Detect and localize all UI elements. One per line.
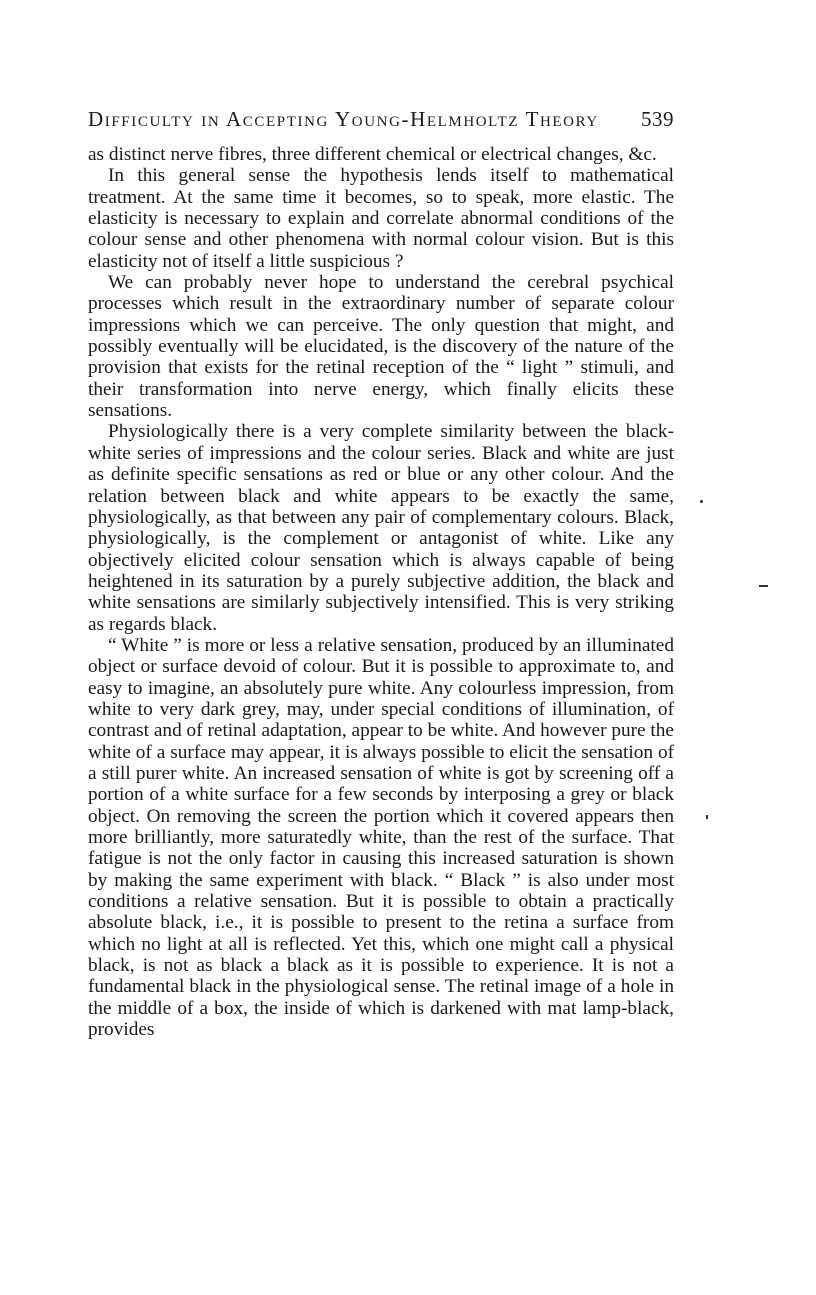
paragraph-4: Physiologically there is a very complete similarity between the black-white series of impressions and the colour series. Black and white are just as definite specific sensations as red or blue or any other colour. And the relation between black and white appears to be exactly the same, physiologically, as that between any pair of complementary colours. Black, physiologically, is the complement or antagonist of white. Like any objectively elicited colour sensation which is always capable of being heightened in its saturation by a purely subjective addition, the black and white sensations are similarly subjectively intensified. This is very striking as regards black. — [88, 421, 674, 635]
margin-dash — [759, 585, 768, 587]
margin-speck — [706, 815, 708, 819]
body-text — [88, 144, 674, 1040]
page-number: 539 — [641, 107, 674, 131]
paragraph-1: as distinct nerve fibres, three different chemical or electrical changes, &c. — [88, 144, 657, 165]
margin-speck — [700, 500, 703, 503]
page — [88, 104, 674, 1040]
running-head — [88, 104, 674, 144]
paragraph-2: In this general sense the hypothesis lends itself to mathematical treatment. At the same time it becomes, so to speak, more elastic. The elasticity is necessary to explain and correlate abnormal conditions of the colour sense and other phenomena with normal colour vision. But is this elasticity not of itself a little suspicious ? — [88, 165, 674, 272]
running-head-title: Difficulty in Accepting Young-Helmholtz Theory — [88, 107, 599, 131]
paragraph-5: “ White ” is more or less a relative sensation, produced by an illuminated object or surface devoid of colour. But it is possible to approximate to, and easy to imagine, an absolutely pure white. Any colourless impression, from white to very dark grey, may, under special conditions of illumination, of contrast and of retinal adaptation, appear to be white. And however pure the white of a surface may appear, it is always possible to elicit the sensation of a still purer white. An increased sensation of white is got by screening off a portion of a white surface for a few seconds by interposing a grey or black object. On removing the screen the portion which it covered appears then more brilliantly, more saturatedly white, than the rest of the surface. That fatigue is not the only factor in causing this increased saturation is shown by making the same experiment with black. “ Black ” is also under most conditions a relative sensation. But it is possible to obtain a practically absolute black, i.e., it is possible to present to the retina a surface from which no light at all is reflected. Yet this, which one might call a physical black, is not as black a black as it is possible to experience. It is not a fundamental black in the physiological sense. The retinal image of a hole in the middle of a box, the inside of which is darkened with mat lamp-black, provides — [88, 634, 674, 1041]
paragraph-3: We can probably never hope to understand the cerebral psychical processes which result in the extraordinary number of separate colour impressions which we can perceive. The only question that might, and possibly eventually will be elucidated, is the discovery of the nature of the provision that exists for the retinal reception of the “ light ” stimuli, and their transformation into nerve energy, which finally elicits these sensations. — [88, 272, 674, 422]
